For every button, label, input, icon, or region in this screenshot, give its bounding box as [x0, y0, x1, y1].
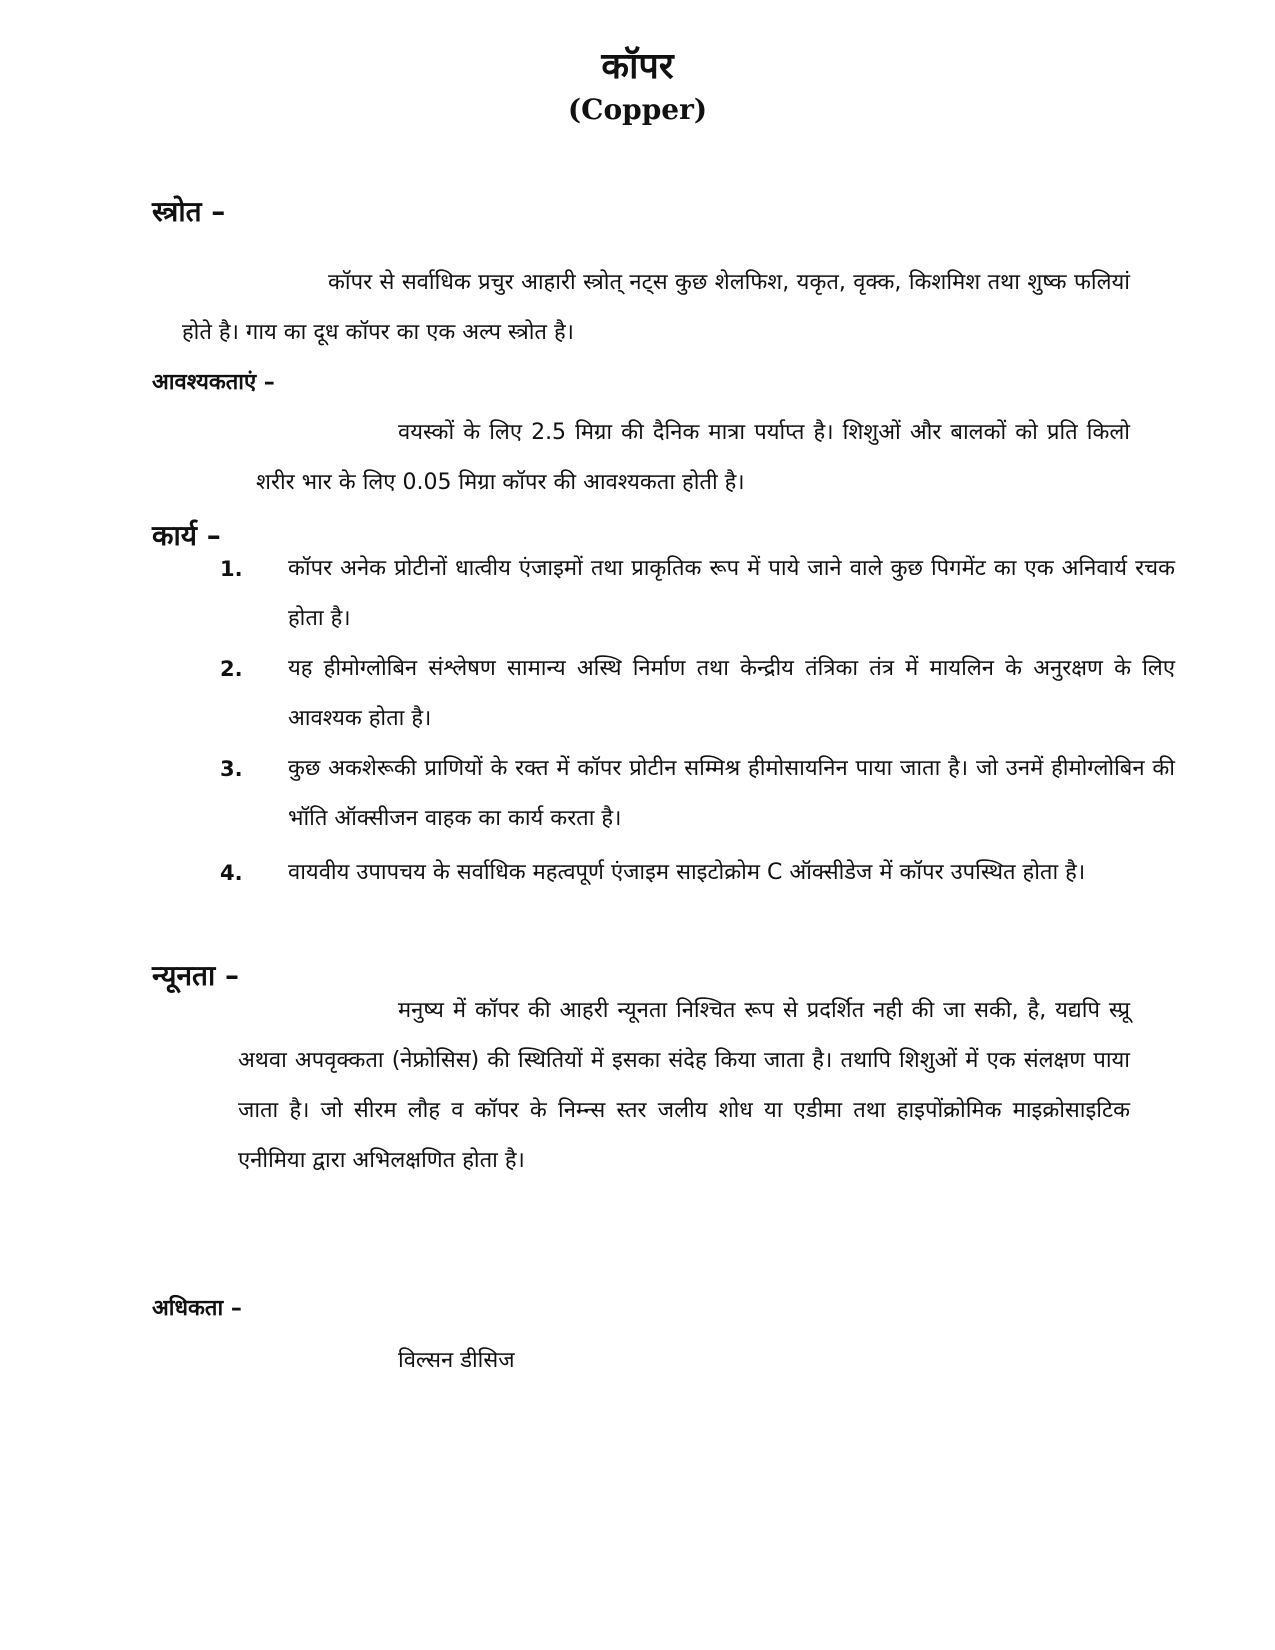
section-heading-functions: कार्य – — [152, 519, 221, 552]
page-subtitle: (Copper) — [567, 93, 708, 126]
list-item-text: कॉपर अनेक प्रोटीनों धात्वीय एंजाइमों तथा प्राकृतिक रूप में पाये जाने वाले कुछ पिगमेंट का एक अनिवार्य रचक होता है। — [288, 556, 1175, 631]
page-title: कॉपर — [601, 46, 674, 87]
section-text-deficiency: मनुष्य में कॉपर की आहरी न्यूनता निश्चित रूप से प्रदर्शित नही की जा सकी, है, यद्यपि स्प्रू अथवा अपवृक्कता (नेफ्रोसिस) की स्थितियों में इसका संदेह किया जाता है। तथापि शिशुओं में एक संलक्षण पाया जाता है। जो सीरम लौह व कॉपर के निम्न्स स्तर जलीय शोध या एडीमा तथा हाइपोंक्रोमिक माइक्रोसाइटिक एनीमिया द्वारा अभिलक्षणित होता है। — [238, 998, 1130, 1173]
list-item-text: यह हीमोग्लोबिन संश्लेषण सामान्य अस्थि निर्माण तथा केन्द्रीय तंत्रिका तंत्र में मायलिन के अनुरक्षण के लिए आवश्यक होता है। — [288, 656, 1175, 731]
section-text-excess: विल्सन डीसिज — [398, 1348, 515, 1373]
section-heading-source: स्त्रोत – — [152, 195, 226, 228]
section-heading-excess: अधिकता – — [152, 1296, 242, 1321]
list-item-number: 4. — [220, 861, 243, 885]
list-item-number: 3. — [220, 757, 243, 781]
list-item-text: वायवीय उपापचय के सर्वाधिक महत्वपूर्ण एंजाइम साइटोक्रोम C ऑक्सीडेज में कॉपर उपस्थित होता है। — [288, 860, 1086, 885]
list-item-number: 2. — [220, 657, 243, 681]
section-text-source: कॉपर से सर्वाधिक प्रचुर आहारी स्त्रोत् नट्स कुछ शेलफिश, यकृत, वृक्क, किशमिश तथा शुष्क फलियां होते है। गाय का दूध कॉपर का एक अल्प स्त्रोत है। — [182, 270, 1130, 345]
list-item-number: 1. — [220, 557, 243, 581]
section-heading-deficiency: न्यूनता – — [152, 959, 240, 992]
list-item-text: कुछ अकशेरूकी प्राणियों के रक्त में कॉपर प्रोटीन सम्मिश्र हीमोसायनिन पाया जाता है। जो उनमें हीमोग्लोबिन की भॉति ऑक्सीजन वाहक का कार्य करता है। — [288, 756, 1175, 831]
section-text-requirements: वयस्कों के लिए 2.5 मिग्रा की दैनिक मात्रा पर्याप्त है। शिशुओं और बालकों को प्रति किलो शरीर भार के लिए 0.05 मिग्रा कॉपर की आवश्यकता होती है। — [256, 420, 1130, 495]
section-heading-requirements: आवश्यकताएं – — [152, 370, 275, 395]
